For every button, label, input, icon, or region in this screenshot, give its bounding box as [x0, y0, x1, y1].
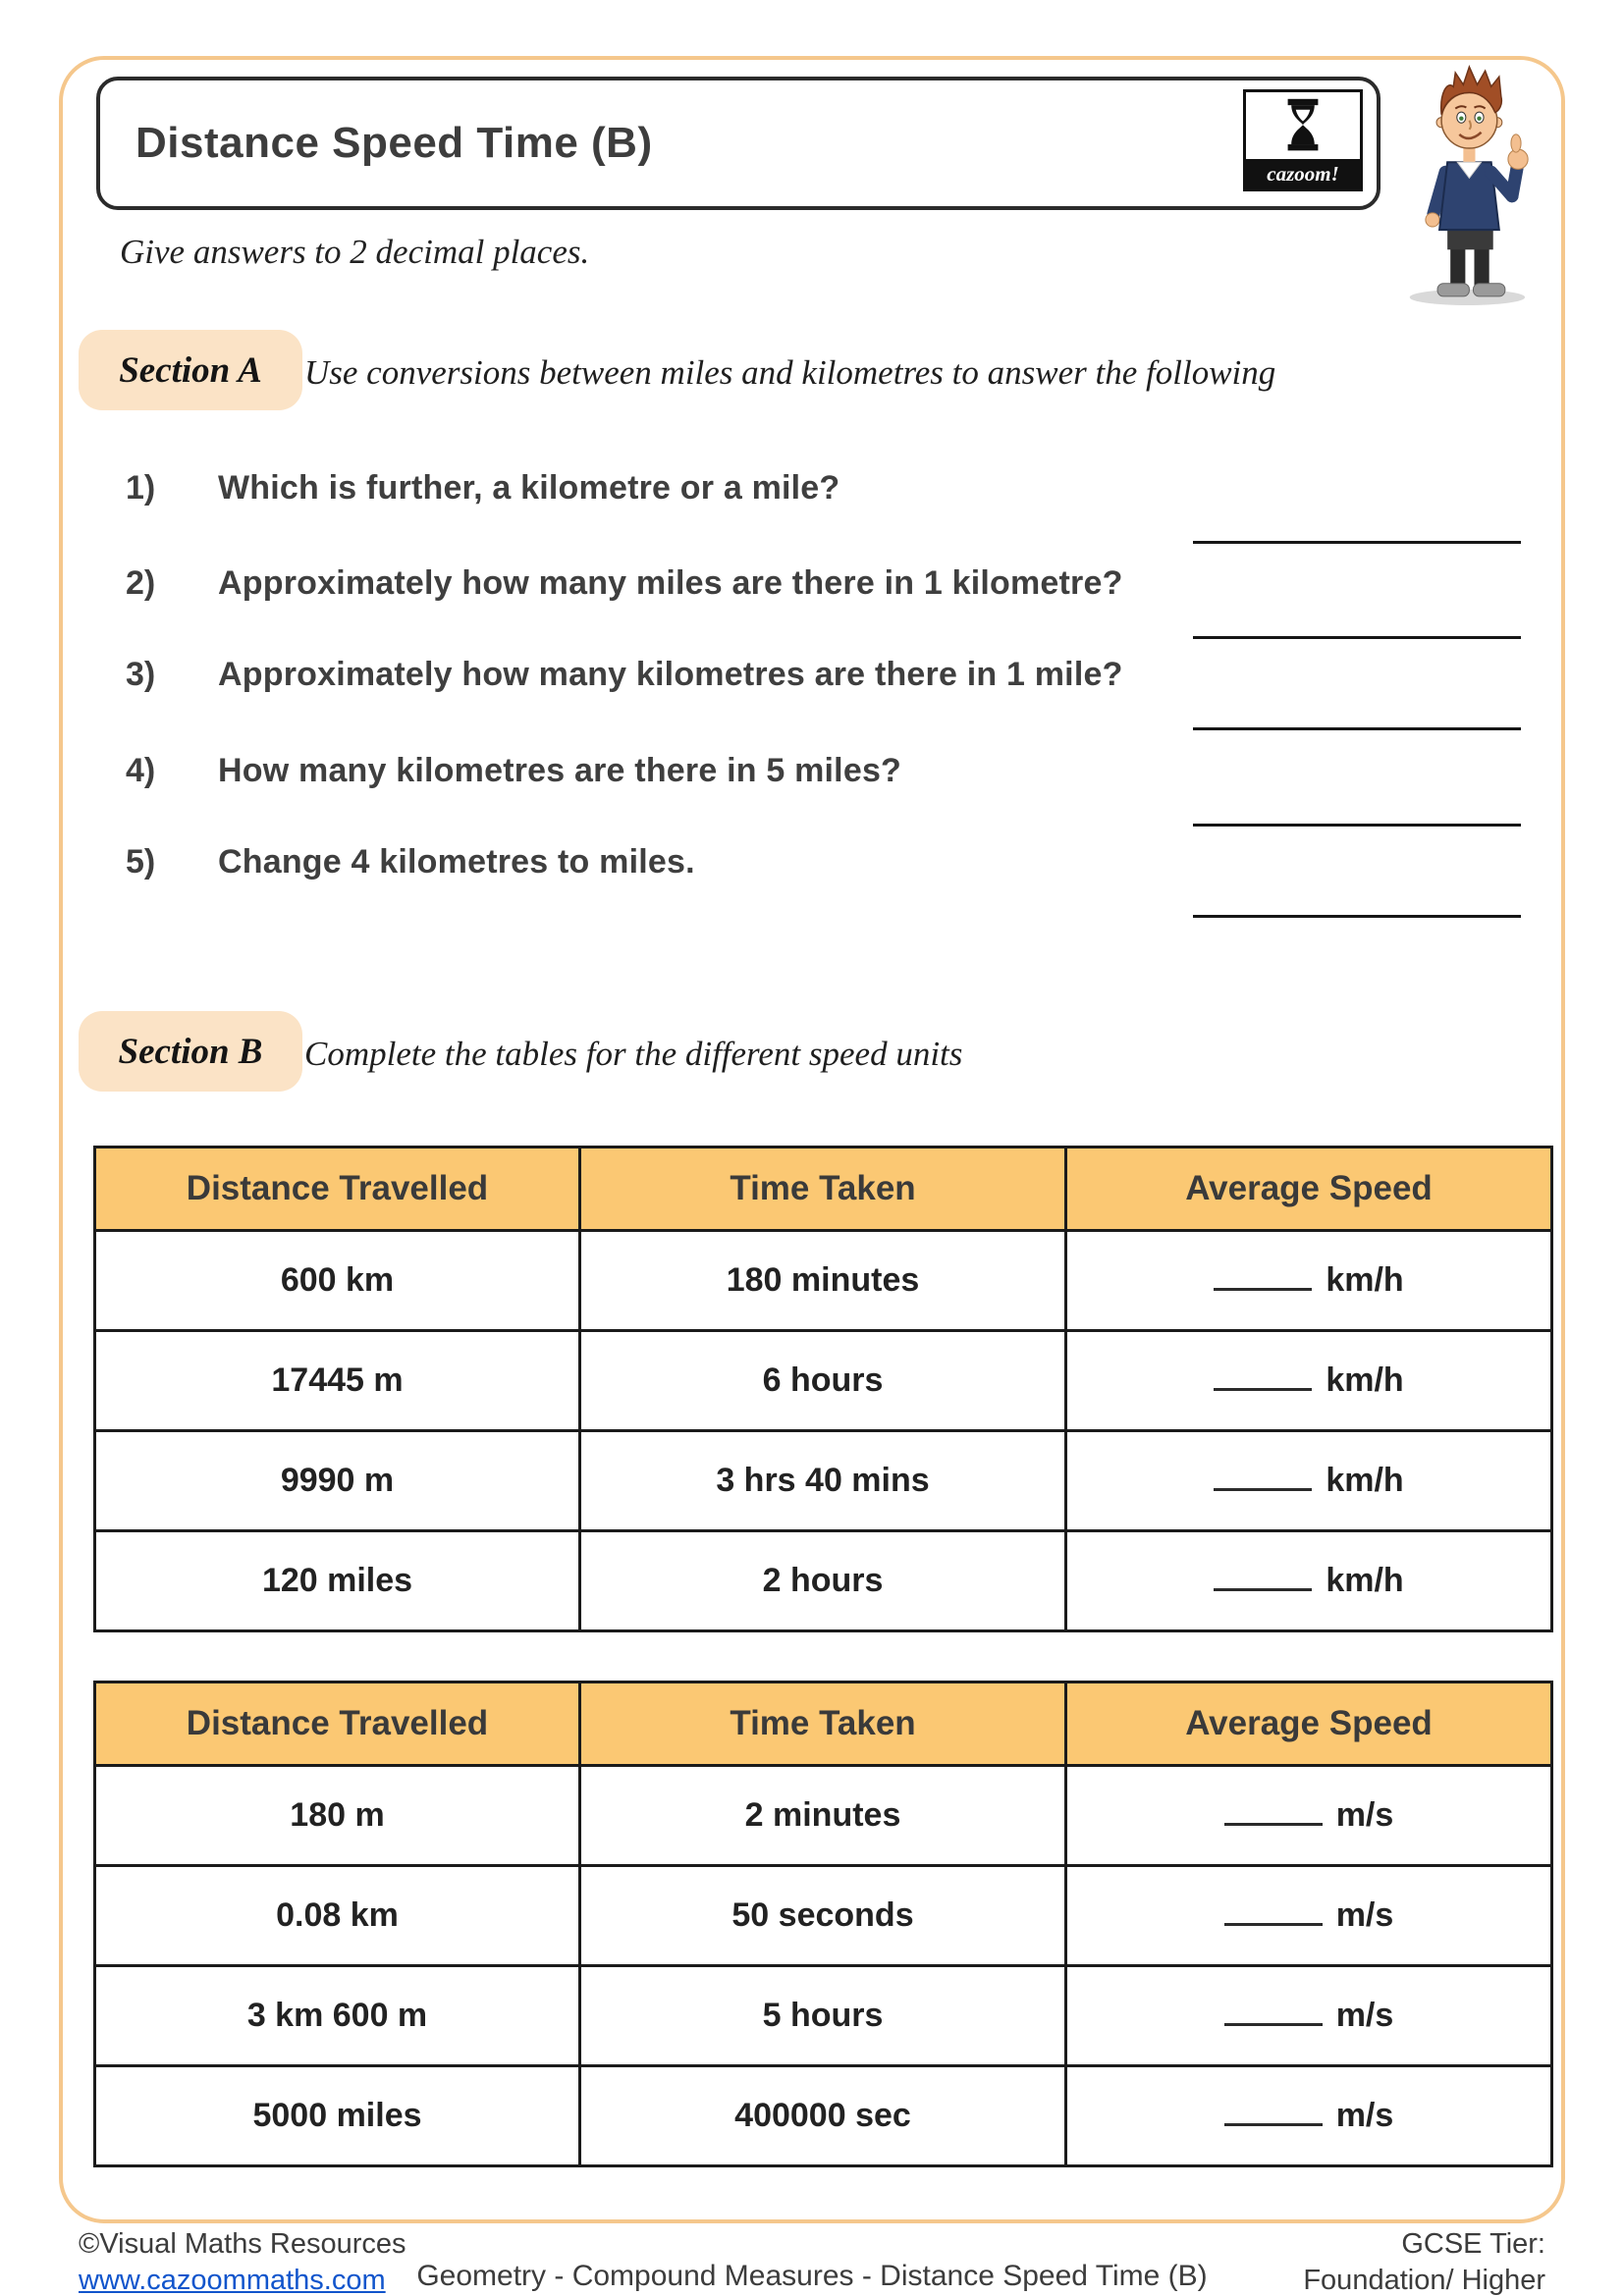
cell-speed: [1066, 1766, 1552, 1866]
cell-distance: 600 km: [95, 1231, 580, 1331]
table-header-row: [95, 1148, 1552, 1231]
table-header-distance: Distance Travelled: [95, 1148, 580, 1231]
question-text: Approximately how many kilometres are there in 1 mile?: [218, 656, 1123, 693]
cell-time: 400000 sec: [580, 2066, 1066, 2166]
question-text: How many kilometres are there in 5 miles?: [218, 752, 902, 789]
answer-blank[interactable]: [1224, 2119, 1323, 2126]
section-b-badge: [79, 1011, 302, 1092]
answer-blank[interactable]: [1214, 1484, 1312, 1491]
cell-distance: 9990 m: [95, 1431, 580, 1531]
question-text: Approximately how many miles are there in 1 kilometre?: [218, 564, 1123, 602]
cell-speed: [1066, 1431, 1552, 1531]
table-row: [95, 1531, 1552, 1631]
footer-center-text: Geometry - Compound Measures - Distance Speed Time (B): [416, 2260, 1208, 2292]
speed-unit: km/h: [1326, 1562, 1404, 1599]
cell-distance: 180 m: [95, 1766, 580, 1866]
table-row: [95, 1331, 1552, 1431]
section-a-badge: [79, 330, 302, 410]
table-header-time: Time Taken: [580, 1148, 1066, 1231]
answer-blank[interactable]: [1224, 1919, 1323, 1926]
cell-speed: [1066, 1966, 1552, 2066]
speed-table-kmh: [93, 1146, 1553, 1632]
question-number: 1): [126, 469, 156, 507]
answer-blank[interactable]: [1224, 1819, 1323, 1826]
table-row: [95, 1866, 1552, 1966]
question-row: [0, 564, 1624, 663]
speed-unit: km/h: [1326, 1462, 1404, 1499]
answer-blank[interactable]: [1214, 1284, 1312, 1291]
cell-speed: [1066, 2066, 1552, 2166]
cell-distance: 120 miles: [95, 1531, 580, 1631]
cell-distance: 17445 m: [95, 1331, 580, 1431]
question-row: [0, 469, 1624, 567]
table-header-speed: Average Speed: [1066, 1148, 1552, 1231]
question-number: 2): [126, 564, 156, 602]
worksheet-title-box: [96, 77, 1380, 210]
question-text: Change 4 kilometres to miles.: [218, 843, 695, 881]
question-row: [0, 752, 1624, 850]
cazoom-logo: [1243, 89, 1363, 191]
instructions-text: Give answers to 2 decimal places.: [120, 233, 590, 271]
section-b-description: Complete the tables for the different speed units: [304, 1035, 963, 1073]
footer-right: [1303, 2226, 1545, 2296]
answer-blank[interactable]: [1214, 1584, 1312, 1591]
page-title: Distance Speed Time (B): [135, 119, 653, 167]
footer-tier-value: Foundation/ Higher: [1303, 2265, 1545, 2296]
answer-line[interactable]: [1193, 727, 1521, 730]
speed-unit: m/s: [1335, 1796, 1394, 1834]
speed-unit: m/s: [1335, 1997, 1394, 2034]
answer-line[interactable]: [1193, 636, 1521, 639]
cell-time: 2 hours: [580, 1531, 1066, 1631]
cell-time: 6 hours: [580, 1331, 1066, 1431]
answer-line[interactable]: [1193, 915, 1521, 918]
table-header-speed: Average Speed: [1066, 1682, 1552, 1766]
cell-speed: [1066, 1531, 1552, 1631]
section-b-label: Section B: [118, 1031, 263, 1072]
table-header-time: Time Taken: [580, 1682, 1066, 1766]
question-row: [0, 843, 1624, 941]
cell-time: 5 hours: [580, 1966, 1066, 2066]
question-number: 4): [126, 752, 156, 789]
answer-blank[interactable]: [1224, 2019, 1323, 2026]
cell-time: 2 minutes: [580, 1766, 1066, 1866]
answer-blank[interactable]: [1214, 1384, 1312, 1391]
footer-website-link[interactable]: www.cazoommaths.com: [79, 2265, 386, 2296]
speed-unit: km/h: [1326, 1362, 1404, 1399]
cell-distance: 5000 miles: [95, 2066, 580, 2166]
cell-distance: 3 km 600 m: [95, 1966, 580, 2066]
question-text: Which is further, a kilometre or a mile?: [218, 469, 840, 507]
cell-speed: [1066, 1331, 1552, 1431]
mascot-boy-illustration: [1394, 63, 1556, 306]
footer-tier-label: GCSE Tier:: [1401, 2228, 1545, 2260]
section-a-description: Use conversions between miles and kilometres to answer the following: [304, 353, 1276, 392]
cell-time: 180 minutes: [580, 1231, 1066, 1331]
section-a-label: Section A: [119, 349, 262, 391]
table-row: [95, 1966, 1552, 2066]
question-row: [0, 656, 1624, 754]
table-row: [95, 1431, 1552, 1531]
table-row: [95, 1231, 1552, 1331]
cell-speed: [1066, 1231, 1552, 1331]
cell-time: 50 seconds: [580, 1866, 1066, 1966]
table-header-row: [95, 1682, 1552, 1766]
answer-line[interactable]: [1193, 541, 1521, 544]
table-row: [95, 2066, 1552, 2166]
table-row: [95, 1766, 1552, 1866]
speed-table-ms: [93, 1681, 1553, 2167]
cazoom-logo-text: cazoom!: [1246, 159, 1360, 188]
speed-unit: m/s: [1335, 2097, 1394, 2134]
speed-unit: km/h: [1326, 1261, 1404, 1299]
answer-line[interactable]: [1193, 824, 1521, 827]
hourglass-icon: [1246, 92, 1360, 159]
question-number: 5): [126, 843, 156, 881]
question-number: 3): [126, 656, 156, 693]
cell-time: 3 hrs 40 mins: [580, 1431, 1066, 1531]
speed-unit: m/s: [1335, 1896, 1394, 1934]
cell-distance: 0.08 km: [95, 1866, 580, 1966]
table-header-distance: Distance Travelled: [95, 1682, 580, 1766]
footer-copyright: ©Visual Maths Resources: [79, 2228, 406, 2260]
cell-speed: [1066, 1866, 1552, 1966]
